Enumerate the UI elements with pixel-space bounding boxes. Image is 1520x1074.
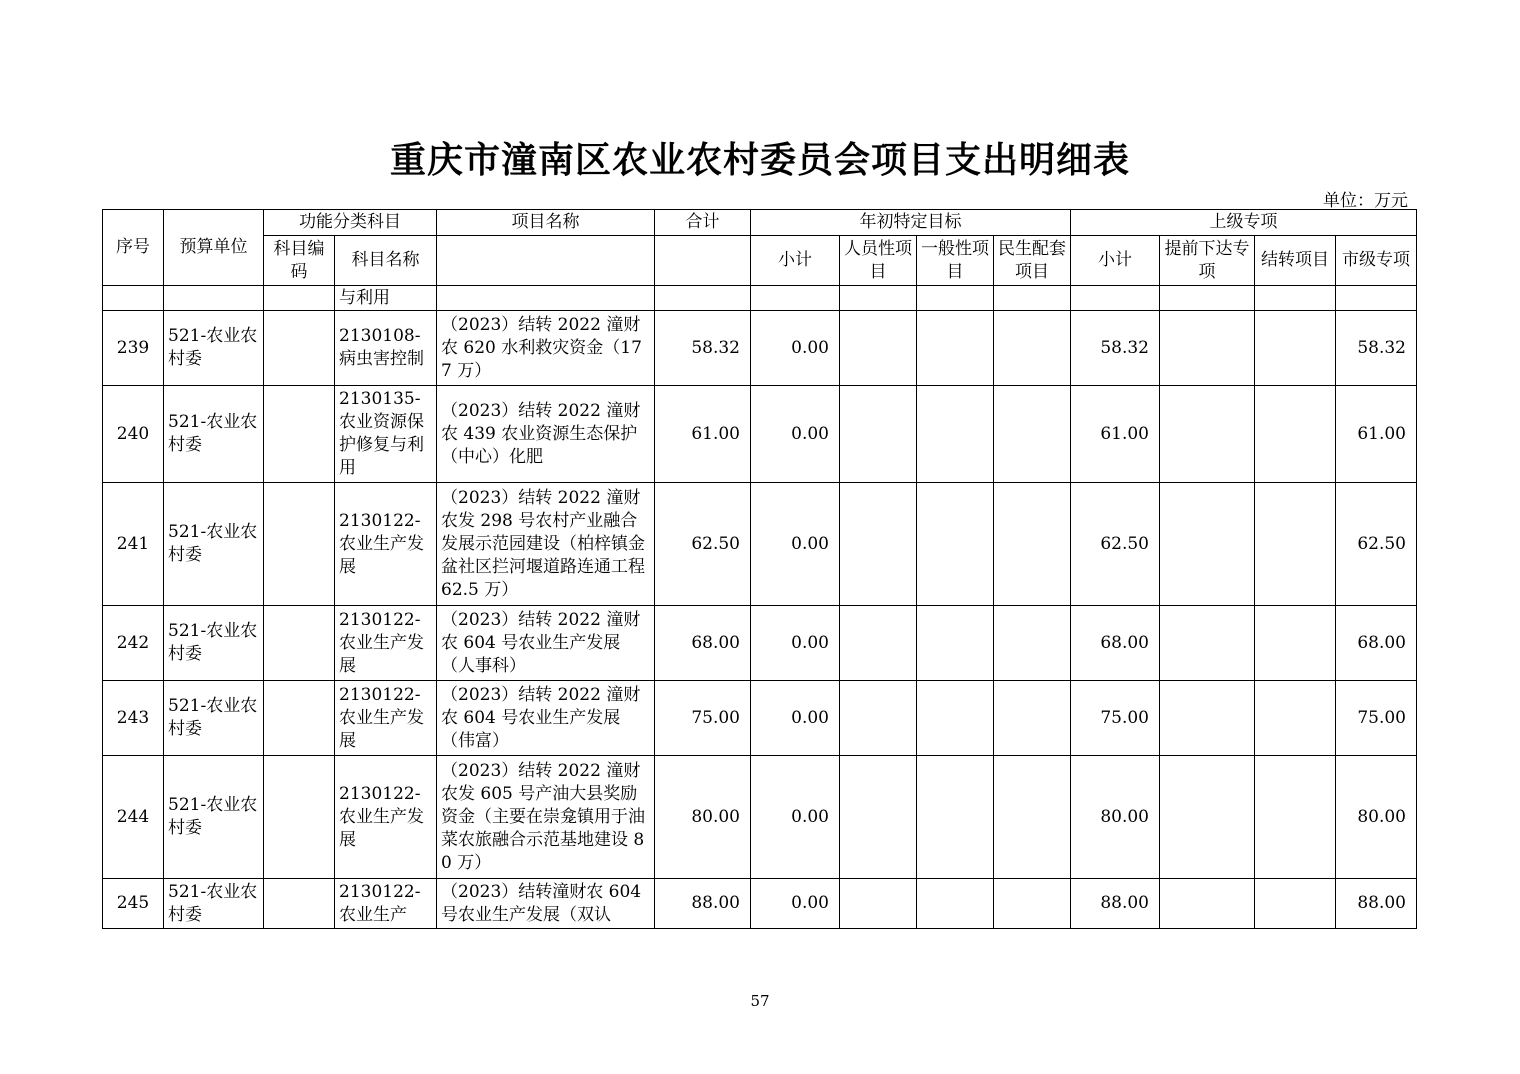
row-project-name: （2023）结转 2022 潼财农 604 号农业生产发展（伟富） [437, 681, 655, 756]
row-municipal: 75.00 [1336, 681, 1417, 756]
row-advance [1160, 756, 1255, 879]
row-seq: 244 [103, 756, 164, 879]
row-livelihood [994, 483, 1071, 606]
table-row [103, 483, 1417, 606]
header-subtotal: 小计 [751, 236, 840, 286]
row-advance [1160, 879, 1255, 929]
row-subtotal: 0.00 [751, 386, 840, 483]
row-municipal: 61.00 [1336, 386, 1417, 483]
row-subject-name: 2130135-农业资源保护修复与利用 [335, 386, 437, 483]
header-func-class: 功能分类科目 [264, 210, 437, 236]
table-row [103, 606, 1417, 681]
continuation-row [103, 286, 1417, 311]
row-advance [1160, 386, 1255, 483]
row-seq: 245 [103, 879, 164, 929]
row-budget-unit: 521-农业农村委 [164, 606, 264, 681]
row-subject-code [264, 311, 335, 386]
unit-label: 单位：万元 [1323, 191, 1408, 211]
row-seq: 242 [103, 606, 164, 681]
row-total: 58.32 [655, 311, 751, 386]
header-sup-subtotal: 小计 [1071, 236, 1160, 286]
row-personnel [840, 483, 917, 606]
row-carryover [1255, 756, 1336, 879]
header-municipal: 市级专项 [1336, 236, 1417, 286]
row-subject-code [264, 386, 335, 483]
header-row-2 [103, 236, 1417, 286]
row-sup-subtotal: 62.50 [1071, 483, 1160, 606]
row-subtotal: 0.00 [751, 756, 840, 879]
row-sup-subtotal: 61.00 [1071, 386, 1160, 483]
table-row [103, 386, 1417, 483]
row-personnel [840, 681, 917, 756]
header-total-cont [655, 236, 751, 286]
row-budget-unit: 521-农业农村委 [164, 386, 264, 483]
row-seq: 243 [103, 681, 164, 756]
row-subtotal: 0.00 [751, 483, 840, 606]
row-general [917, 879, 994, 929]
row-subtotal: 0.00 [751, 681, 840, 756]
expenditure-table [102, 209, 1417, 929]
row-advance [1160, 311, 1255, 386]
row-subject-code [264, 879, 335, 929]
row-carryover [1255, 386, 1336, 483]
row-subject-name: 2130122-农业生产发展 [335, 756, 437, 879]
row-livelihood [994, 681, 1071, 756]
row-sup-subtotal: 58.32 [1071, 311, 1160, 386]
row-subtotal: 0.00 [751, 606, 840, 681]
row-project-name: （2023）结转 2022 潼财农 620 水利救灾资金（177 万） [437, 311, 655, 386]
row-sup-subtotal: 75.00 [1071, 681, 1160, 756]
row-livelihood [994, 756, 1071, 879]
row-subject-code [264, 756, 335, 879]
row-general [917, 386, 994, 483]
header-subject-code: 科目编码 [264, 236, 335, 286]
header-project-name: 项目名称 [437, 210, 655, 236]
row-personnel [840, 386, 917, 483]
table-row [103, 879, 1417, 929]
row-budget-unit: 521-农业农村委 [164, 681, 264, 756]
row-project-name: （2023）结转 2022 潼财农 439 农业资源生态保护（中心）化肥 [437, 386, 655, 483]
row-subtotal: 0.00 [751, 311, 840, 386]
continuation-subject: 与利用 [335, 286, 437, 311]
header-budget-unit: 预算单位 [164, 210, 264, 286]
row-total: 68.00 [655, 606, 751, 681]
row-personnel [840, 311, 917, 386]
row-carryover [1255, 879, 1336, 929]
table-row [103, 681, 1417, 756]
header-livelihood: 民生配套项目 [994, 236, 1071, 286]
table-row [103, 311, 1417, 386]
header-general: 一般性项目 [917, 236, 994, 286]
row-carryover [1255, 311, 1336, 386]
row-livelihood [994, 386, 1071, 483]
row-municipal: 80.00 [1336, 756, 1417, 879]
header-seq: 序号 [103, 210, 164, 286]
page-title: 重庆市潼南区农业农村委员会项目支出明细表 [389, 139, 1130, 181]
row-municipal: 88.00 [1336, 879, 1417, 929]
row-project-name: （2023）结转 2022 潼财农发 605 号产油大县奖励资金（主要在崇龛镇用于油菜农旅融合示范基地建设 80 万） [437, 756, 655, 879]
row-total: 61.00 [655, 386, 751, 483]
header-total: 合计 [655, 210, 751, 236]
table-row [103, 756, 1417, 879]
row-municipal: 62.50 [1336, 483, 1417, 606]
row-budget-unit: 521-农业农村委 [164, 756, 264, 879]
row-livelihood [994, 606, 1071, 681]
row-personnel [840, 606, 917, 681]
row-subject-name: 2130122-农业生产发展 [335, 606, 437, 681]
row-sup-subtotal: 80.00 [1071, 756, 1160, 879]
row-project-name: （2023）结转潼财农 604 号农业生产发展（双认 [437, 879, 655, 929]
row-seq: 240 [103, 386, 164, 483]
row-total: 88.00 [655, 879, 751, 929]
row-subject-name: 2130122-农业生产发展 [335, 681, 437, 756]
row-municipal: 58.32 [1336, 311, 1417, 386]
row-total: 75.00 [655, 681, 751, 756]
row-livelihood [994, 879, 1071, 929]
row-carryover [1255, 606, 1336, 681]
row-project-name: （2023）结转 2022 潼财农发 298 号农村产业融合发展示范园建设（柏梓镇金盆社区拦河堰道路连通工程 62.5 万） [437, 483, 655, 606]
row-personnel [840, 756, 917, 879]
header-personnel: 人员性项目 [840, 236, 917, 286]
row-budget-unit: 521-农业农村委 [164, 879, 264, 929]
row-advance [1160, 681, 1255, 756]
header-carryover: 结转项目 [1255, 236, 1336, 286]
row-subject-code [264, 606, 335, 681]
row-subject-name: 2130122-农业生产发展 [335, 483, 437, 606]
row-project-name: （2023）结转 2022 潼财农 604 号农业生产发展（人事科） [437, 606, 655, 681]
row-subject-name: 2130122-农业生产 [335, 879, 437, 929]
row-subtotal: 0.00 [751, 879, 840, 929]
row-carryover [1255, 483, 1336, 606]
row-carryover [1255, 681, 1336, 756]
table-body [103, 311, 1417, 929]
row-general [917, 483, 994, 606]
row-seq: 239 [103, 311, 164, 386]
row-seq: 241 [103, 483, 164, 606]
row-budget-unit: 521-农业农村委 [164, 483, 264, 606]
row-general [917, 681, 994, 756]
row-total: 62.50 [655, 483, 751, 606]
row-advance [1160, 483, 1255, 606]
row-personnel [840, 879, 917, 929]
header-superior: 上级专项 [1071, 210, 1417, 236]
row-sup-subtotal: 88.00 [1071, 879, 1160, 929]
row-livelihood [994, 311, 1071, 386]
row-subject-name: 2130108-病虫害控制 [335, 311, 437, 386]
row-municipal: 68.00 [1336, 606, 1417, 681]
header-subject-name: 科目名称 [335, 236, 437, 286]
row-total: 80.00 [655, 756, 751, 879]
row-advance [1160, 606, 1255, 681]
row-sup-subtotal: 68.00 [1071, 606, 1160, 681]
row-subject-code [264, 681, 335, 756]
row-general [917, 756, 994, 879]
page-number: 57 [750, 992, 770, 1010]
header-advance: 提前下达专项 [1160, 236, 1255, 286]
row-general [917, 606, 994, 681]
row-general [917, 311, 994, 386]
row-subject-code [264, 483, 335, 606]
header-row-1 [103, 210, 1417, 236]
row-budget-unit: 521-农业农村委 [164, 311, 264, 386]
header-initial-target: 年初特定目标 [751, 210, 1071, 236]
header-project-name-cont [437, 236, 655, 286]
